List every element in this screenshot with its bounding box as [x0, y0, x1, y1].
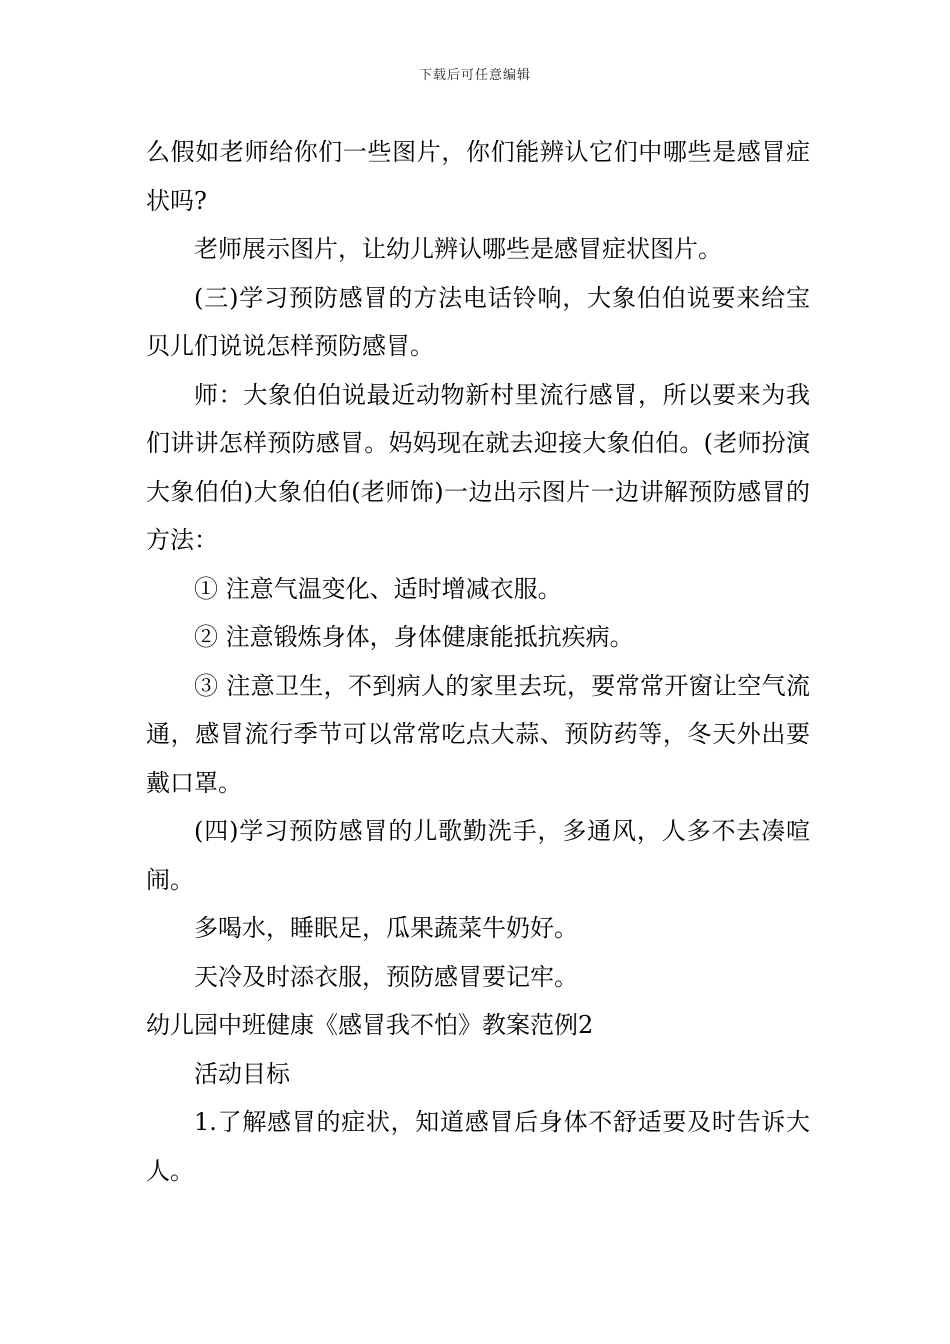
paragraph: 多喝水，睡眠足，瓜果蔬菜牛奶好。 — [194, 914, 578, 942]
document-body — [146, 128, 810, 1195]
paragraph: 么假如老师给你们一些图片，你们能辨认它们中哪些是感冒症状吗? — [146, 138, 810, 215]
paragraph: 师：大象伯伯说最近动物新村里流行感冒，所以要来为我们讲讲怎样预防感冒。妈妈现在就去迎接大象伯伯。(老师扮演大象伯伯)大象伯伯(老师饰)一边出示图片一边讲解预防感冒的方法： — [146, 380, 810, 554]
list-item: ① 注意气温变化、适时增减衣服。 — [194, 574, 562, 603]
list-item: ② 注意锻炼身体，身体健康能抵抗疾病。 — [194, 623, 634, 651]
paragraph: (四)学习预防感冒的儿歌勤洗手，多通风，人多不去凑喧闹。 — [146, 817, 810, 894]
paragraph: 天冷及时添衣服，预防感冒要记牢。 — [194, 962, 578, 991]
list-item: ③ 注意卫生，不到病人的家里去玩，要常常开窗让空气流通，感冒流行季节可以常常吃点大蒜、预防药等，冬天外出要戴口罩。 — [146, 671, 810, 797]
subsection-title: 活动目标 — [194, 1059, 290, 1088]
page-header: 下载后可任意编辑 — [418, 68, 531, 83]
paragraph: 老师展示图片，让幼儿辨认哪些是感冒症状图片。 — [194, 235, 722, 263]
section-title: 幼儿园中班健康《感冒我不怕》教案范例2 — [146, 1011, 594, 1039]
paragraph: (三)学习预防感冒的方法电话铃响，大象伯伯说要来给宝贝儿们说说怎样预防感冒。 — [146, 283, 810, 360]
list-item: 1.了解感冒的症状，知道感冒后身体不舒适要及时告诉大人。 — [146, 1108, 810, 1185]
